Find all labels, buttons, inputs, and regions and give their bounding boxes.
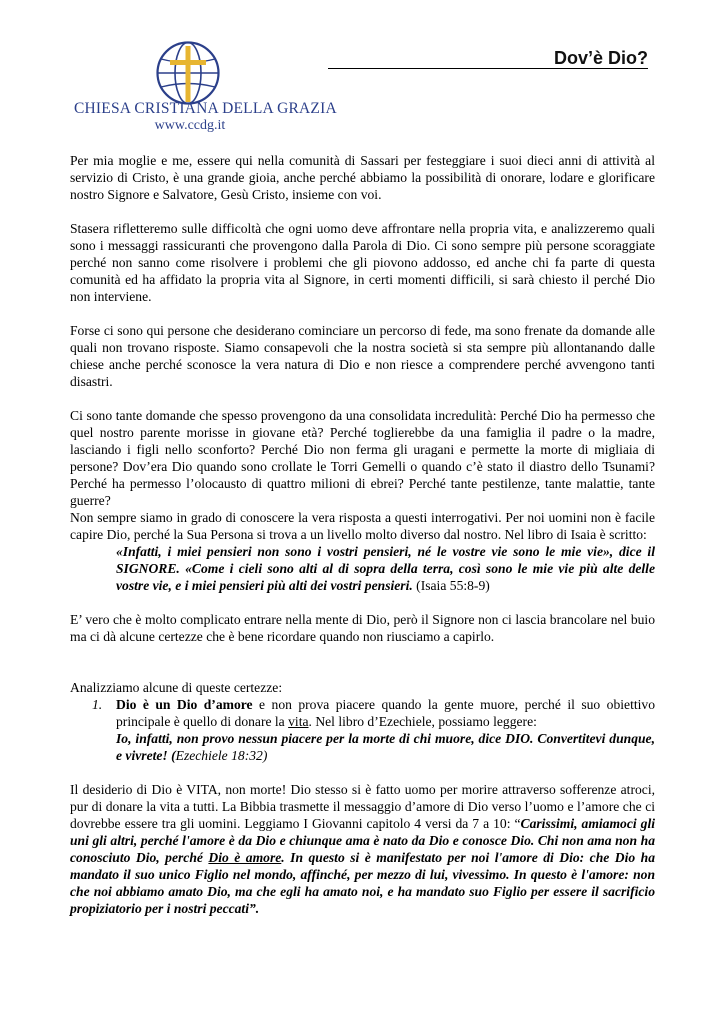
list-item-text-end: . Nel libro d’Ezechiele, possiamo leggere: (308, 714, 537, 729)
paragraph-4: Ci sono tante domande che spesso provengono da una consolidata incredulità: Perché Dio ha permesso che quel nostro parente morisse in giovane età? Perché toglierebbe da una famiglia il padre o la madre, lasciando i figli nello sconforto? Perché Dio non ferma gli uragani e permette la morte di migliaia di persone? Dov’era Dio quando sono crollate le Torri Gemelli o quando c’è stato il diastro dello Tsunami? Perché ha permesso l’olocausto di quattro milioni di ebrei? Perché tante pestilenze, tante malattie, tante guerre? (70, 408, 655, 508)
page-title: Dov’è Dio? (553, 48, 648, 68)
isaiah-quote-text: «Infatti, i miei pensieri non sono i vostri pensieri, né le vostre vie sono le mie vie», dice il SIGNORE. «Come i cieli sono alti al di sopra della terra, così sono le mie vie più alte delle vostre vie, e i miei pensieri più alti dei vostri pensieri. (116, 544, 655, 593)
paragraph-8 (70, 781, 655, 917)
document-body (70, 152, 655, 917)
john-quote-2: . In questo si è manifestato per noi l'amore di Dio: che Dio ha mandato il suo unico Figlio nel mondo, affinché, per mezzo di lui, vivessimo. In questo è l'amore: non che noi abbiamo amato Dio, ma che egli ha amato noi, e ha mandato suo Figlio per essere il sacrificio propiziatorio per i nostri peccati”. (70, 850, 656, 916)
list-item-heading: Dio è un Dio d’amore (116, 697, 253, 712)
john-quote-1: Carissimi, amiamoci gli uni gli altri, perché l'amore è da Dio e chiunque ama è nato da Dio e conosce Dio. Chi non ama non ha conosciuto Dio, perché (70, 816, 656, 865)
church-website[interactable]: www.ccdg.it (154, 118, 226, 133)
paragraph-8-text: Il desiderio di Dio è VITA, non morte! Dio stesso si è fatto uomo per morire attraverso sofferenze atroci, pur di donare la vita a tutti. La Bibbia trasmette il messaggio d’amore di Dio verso l’uomo e l’amore che ci dovrebbe essere tra gli uomini. Leggiamo I Giovanni capitolo 4 versi da 7 a 10: “ (70, 782, 655, 831)
paragraph-6: E’ vero che è molto complicato entrare nella mente di Dio, però il Signore non ci lascia brancolare nel buio ma ci dà alcune certezze che è bene ricordare quando non riusciamo a capirlo. (70, 612, 655, 644)
john-quote-underline: Dio è amore (208, 850, 282, 865)
paragraph-2: Stasera rifletteremo sulle difficoltà che ogni uomo deve affrontare nella propria vita, e analizzeremo quali sono i messaggi rassicuranti che provengono dalla Parola di Dio. Ci sono sempre più persone scoraggiate perché non sanno come risolvere i problemi che gli piovono addosso, ed anche chi fa parte di questa comunità ed ha affidato la propria vita al Signore, in certi momenti difficili, si sarà chiesto il perché Dio non interviene. (70, 221, 655, 304)
paragraph-5: Non sempre siamo in grado di conoscere la vera risposta a questi interrogativi. Per noi uomini non è facile capire Dio, perché la Sua Persona si trova a un livello molto diverso dal nostro. Nel libro di Isaia è scritto: (70, 510, 655, 542)
underlined-word: vita (288, 714, 309, 729)
paragraph-7: Analizziamo alcune di queste certezze: (70, 680, 283, 695)
globe-cross-logo (155, 40, 221, 106)
isaiah-quote-ref: (Isaia 55:8-9) (412, 578, 490, 593)
list-number: 1. (92, 697, 103, 712)
ezekiel-ref: Ezechiele 18:32) (175, 748, 268, 763)
paragraph-3: Forse ci sono qui persone che desiderano cominciare un percorso di fede, ma sono frenate da domande alle quali non trovano risposte. Siamo consapevoli che la nostra società si sta sempre più allontanando dalle chiese anche perché sconosce la vera natura di Dio e non riesce a comprendere perché avvengono tanti disastri. (70, 323, 655, 389)
paragraph-1: Per mia moglie e me, essere qui nella comunità di Sassari per festeggiare i suoi dieci anni di attività al servizio di Cristo, è una grande gioia, anche perché abbiamo la possibilità di onorare, lodare e glorificare nostro Signore e Salvatore, Gesù Cristo, insieme con voi. (70, 153, 655, 202)
isaiah-quote (70, 543, 655, 594)
ezekiel-quote: Io, infatti, non provo nessun piacere per la morte di chi muore, dice DIO. Convertitevi dunque, e vivrete! ( (116, 731, 655, 763)
church-name: CHIESA CRISTIANA DELLA GRAZIA (74, 100, 337, 117)
list-item-text: e non prova piacere quando la gente muore, perché il suo obiettivo principale è quello di donare la (116, 697, 655, 729)
title-underline (328, 68, 648, 69)
list-item (70, 696, 655, 764)
